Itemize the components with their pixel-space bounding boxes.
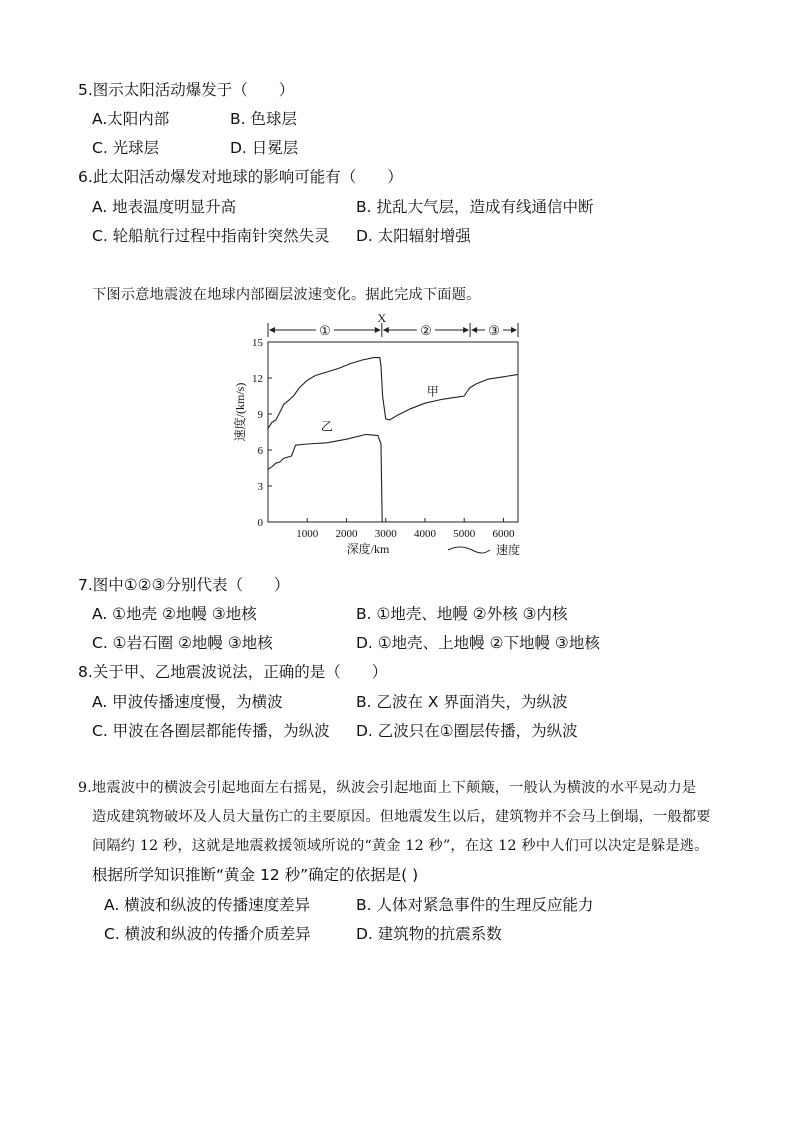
figure-intro: 下图示意地震波在地球内部圈层波速变化。据此完成下面题。 — [92, 287, 481, 303]
zone-arrowhead — [383, 327, 389, 333]
q8-option-b: B. 乙波在 X 界面消失，为纵波 — [356, 693, 568, 711]
q8-option-d: D. 乙波只在①圈层传播，为纵波 — [356, 722, 578, 740]
series-line-1 — [268, 358, 518, 429]
zone-arrowhead — [463, 327, 469, 333]
series-label-2: 乙 — [320, 419, 333, 434]
q6-option-c: C. 轮船航行过程中指南针突然失灵 — [92, 227, 330, 245]
q9-stem: 根据所学知识推断“黄金 12 秒”确定的依据是( ) — [92, 866, 419, 884]
q8-option-a: A. 甲波传播速度慢，为横波 — [92, 693, 283, 711]
q8-stem: 8.关于甲、乙地震波说法，正确的是（ ） — [78, 663, 388, 681]
q7-option-c: C. ①岩石圈 ②地幔 ③地核 — [92, 634, 273, 652]
x-axis-label: 深度/km — [346, 542, 390, 556]
series-line-2 — [268, 434, 382, 522]
q9-option-b: B. 人体对紧急事件的生理反应能力 — [356, 896, 594, 914]
zone-arrowhead — [269, 327, 275, 333]
y-tick-label: 15 — [252, 337, 263, 349]
x-tick-label: 6000 — [492, 528, 515, 540]
q9-option-c: C. 横波和纵波的传播介质差异 — [104, 925, 311, 943]
boundary-x-label: X — [377, 311, 387, 325]
q5-option-c: C. 光球层 — [92, 139, 160, 157]
x-tick-label: 1000 — [296, 528, 319, 540]
q8-option-c: C. 甲波在各圈层都能传播，为纵波 — [92, 722, 330, 740]
series-label-1: 甲 — [426, 384, 439, 399]
q9-text-line3: 间隔约 12 秒，这就是地震救援领域所说的“黄金 12 秒”，在这 12 秒中人们可以决定是躲是逃。 — [92, 838, 709, 854]
q5-option-d: D. 日冕层 — [230, 139, 299, 157]
zone-label-3: ③ — [488, 323, 500, 338]
y-tick-label: 6 — [257, 445, 263, 457]
y-tick-label: 12 — [252, 373, 263, 385]
zone-label-1: ① — [319, 323, 331, 338]
q6-stem: 6.此太阳活动爆发对地球的影响可能有（ ） — [78, 168, 403, 186]
x-tick-label: 2000 — [335, 528, 358, 540]
legend-label: 速度 — [496, 543, 521, 557]
zone-arrowhead — [375, 327, 381, 333]
q9-text-line2: 造成建筑物破坏及人员大量伤亡的主要原因。但地震发生以后，建筑物并不会马上倒塌，一般都要 — [92, 809, 711, 825]
x-tick-label: 4000 — [413, 528, 436, 540]
zone-label-2: ② — [420, 323, 432, 338]
y-tick-label: 3 — [257, 481, 263, 493]
seismic-wave-chart — [228, 310, 528, 560]
q6-option-a: A. 地表温度明显升高 — [92, 198, 237, 216]
zone-arrowhead — [471, 327, 477, 333]
x-tick-label: 3000 — [374, 528, 397, 540]
zone-arrowhead — [511, 327, 517, 333]
x-tick-label: 5000 — [453, 528, 476, 540]
q7-option-b: B. ①地壳、地幔 ②外核 ③内核 — [356, 605, 568, 623]
y-tick-label: 0 — [257, 517, 263, 529]
q7-stem: 7.图中①②③分别代表（ ） — [78, 576, 290, 594]
y-axis-label: 速度/(km/s) — [233, 382, 247, 442]
q9-option-a: A. 横波和纵波的传播速度差异 — [104, 896, 311, 914]
q9-option-d: D. 建筑物的抗震系数 — [356, 925, 502, 943]
q5-option-b: B. 色球层 — [230, 110, 297, 128]
q9-text-line1: 9.地震波中的横波会引起地面左右摇晃，纵波会引起地面上下颠簸，一般认为横波的水平晃动力是 — [78, 780, 697, 796]
legend-line — [448, 547, 490, 553]
q6-option-d: D. 太阳辐射增强 — [356, 227, 471, 245]
q6-option-b: B. 扰乱大气层，造成有线通信中断 — [356, 198, 594, 216]
q5-stem: 5.图示太阳活动爆发于（ ） — [78, 81, 295, 99]
q7-option-d: D. ①地壳、上地幔 ②下地幔 ③地核 — [356, 634, 600, 652]
q7-option-a: A. ①地壳 ②地幔 ③地核 — [92, 605, 257, 623]
plot-frame — [268, 342, 518, 522]
q5-option-a: A.太阳内部 — [92, 110, 170, 128]
y-tick-label: 9 — [257, 409, 263, 421]
